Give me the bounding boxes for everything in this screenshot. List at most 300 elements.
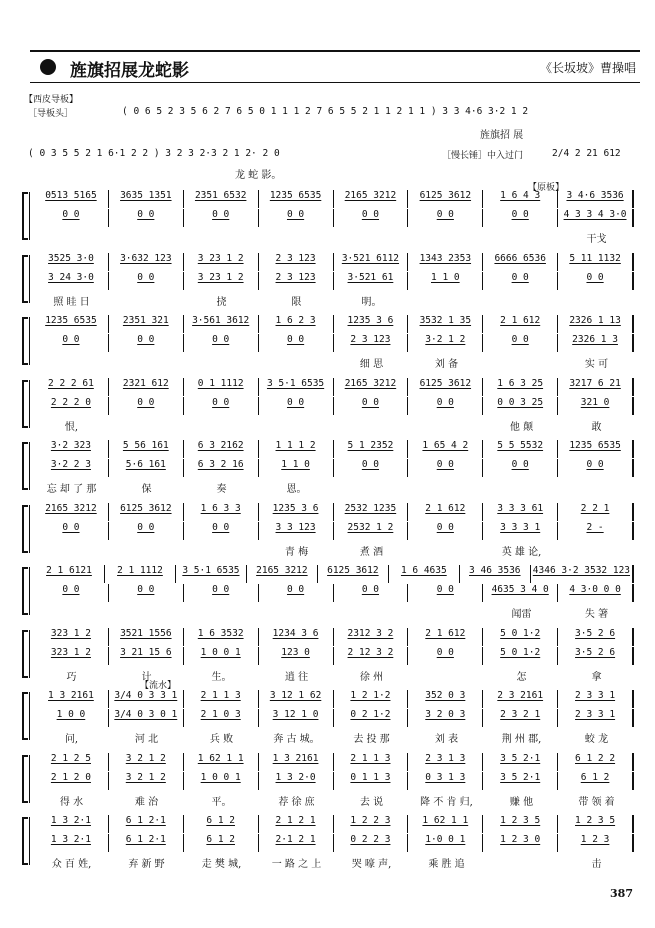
measure [483, 315, 558, 333]
lyric-text: 恩。 [286, 484, 307, 495]
measure-notes: 1 0 0 [56, 709, 86, 720]
lyric-text: 生。 [211, 671, 232, 683]
lyric-text: 蛟 龙 [584, 734, 609, 745]
measure [334, 772, 409, 790]
system-bracket [22, 630, 28, 678]
measure [408, 334, 483, 352]
measure-notes: 1 6 3532 [197, 627, 244, 639]
measure-notes: 0 0 [586, 459, 604, 470]
measure-notes: 3 3 123 [275, 521, 316, 533]
measure-notes: 2326 1 13 [569, 315, 621, 326]
measure [259, 272, 334, 290]
measure [34, 209, 109, 227]
lyric-text [259, 418, 334, 432]
section-tag-liushui: 【流水】 [140, 681, 177, 691]
measure [34, 315, 109, 333]
measure [558, 190, 634, 208]
measure-notes: 352 0 3 [425, 690, 466, 701]
measure-notes: 2 1 612 [425, 627, 466, 639]
measure-notes: 2 3 1 3 [425, 752, 466, 764]
measure-notes: 2 1 1 3 [350, 752, 391, 764]
lyrics-line [34, 355, 634, 369]
measure [408, 503, 483, 521]
measure-notes: 2 3 123 [275, 252, 316, 264]
intro-lyric-2: 龙 蛇 影。 [235, 170, 282, 181]
lyric-text: 闻雷 [511, 609, 532, 620]
lyrics-line [34, 293, 634, 307]
lyric-text: 一 路 之 上 [271, 859, 322, 870]
song-source: 《长坂坡》曹操唱 [539, 61, 636, 75]
staff-upper [34, 253, 634, 269]
measure [408, 440, 483, 458]
measure-notes: 3·2 2 3 [50, 459, 91, 470]
measure [184, 753, 259, 771]
measure [483, 628, 558, 646]
lyric-text: 明。 [361, 296, 382, 308]
measure [259, 190, 334, 208]
measure-notes: 0 2 1·2 [350, 709, 391, 720]
measure-notes: 3217 6 21 [569, 377, 621, 389]
score-system [22, 253, 634, 309]
measure [109, 190, 184, 208]
measure-notes: 0 0 [436, 396, 454, 408]
measure [109, 628, 184, 646]
measure-notes: 5 1 2352 [347, 440, 394, 451]
measure [259, 753, 334, 771]
measure [34, 772, 109, 790]
measure-notes: 2532 1235 [344, 502, 397, 514]
measure-notes: 0 0 [286, 584, 305, 595]
lyric-text [184, 605, 259, 619]
system-bracket-line [29, 317, 30, 365]
measure [408, 834, 483, 852]
measure-notes: 6 1 2 2 [575, 752, 616, 764]
measure-notes: 2351 6532 [194, 190, 247, 201]
measure-notes: 6125 3612 [120, 502, 172, 514]
lyric-text: 带 领 着 [578, 796, 615, 808]
measure [34, 753, 109, 771]
measure [334, 815, 409, 833]
measure [483, 209, 558, 227]
measure-notes: 0 0 [137, 396, 155, 408]
measure [109, 753, 184, 771]
measure [34, 459, 109, 477]
staff-lower [34, 522, 634, 538]
lyric-text: 兵 败 [209, 734, 234, 745]
measure [184, 503, 259, 521]
measure [34, 709, 109, 727]
measure [184, 628, 259, 646]
measure-notes: 3/4 0 3 3 1 [114, 690, 178, 701]
measure-notes: 2 3 123 [275, 271, 316, 283]
measure-notes: 3 2 0 3 [425, 709, 466, 720]
measure [334, 647, 409, 665]
measure-notes: 1343 2353 [419, 252, 472, 264]
lyrics-line [34, 605, 634, 619]
score-system [22, 753, 634, 809]
measure [334, 378, 409, 396]
measure-notes: 2 1 2 5 [50, 752, 91, 764]
measure-notes: 1 6 4635 [400, 565, 447, 576]
measure [259, 584, 334, 602]
measure [483, 253, 558, 271]
measure [334, 459, 409, 477]
measure [184, 190, 259, 208]
measure [408, 397, 483, 415]
intro-line-2 [22, 148, 634, 164]
measure [184, 315, 259, 333]
system-bracket [22, 505, 28, 553]
measure [334, 315, 409, 333]
system-bracket [22, 755, 28, 803]
measure-notes: 3 5·1 6535 [266, 377, 325, 389]
measure-notes: 1 3 2·0 [275, 771, 316, 783]
lyric-text [484, 855, 559, 869]
measure-notes: 3·5 2 6 [575, 646, 616, 658]
lyric-text: 弃 新 野 [128, 859, 165, 870]
measure-notes: 2532 1 2 [347, 521, 394, 533]
measure [34, 503, 109, 521]
measure-notes: 1 2 3 [580, 834, 610, 845]
lyric-text: 河 北 [134, 734, 159, 745]
lyric-text: 英 雄 论, [501, 546, 542, 558]
measure [259, 709, 334, 727]
measure [109, 522, 184, 540]
lyrics-line [34, 543, 634, 557]
measure-notes: 2321 612 [122, 377, 169, 389]
measure [259, 209, 334, 227]
measure-notes: 2 2 1 [580, 502, 610, 514]
measure [176, 565, 247, 583]
measure [109, 647, 184, 665]
measure-notes: 1 62 1 1 [197, 752, 244, 764]
measure-notes: 0 0 [212, 334, 230, 345]
measure [259, 440, 334, 458]
intro-notes-2b: 2/4 2 21 612 [552, 148, 621, 159]
system-bracket [22, 192, 28, 240]
measure [408, 709, 483, 727]
lyric-text: 去 投 那 [353, 734, 390, 745]
lyric-text [409, 543, 484, 557]
measure-notes: 2 1 2 0 [50, 771, 91, 783]
measure-notes: 2312 3 2 [347, 627, 394, 639]
staff-lower [34, 647, 634, 663]
lyric-text: 走 樊 城, [201, 859, 242, 870]
lyric-text: 实 可 [584, 359, 609, 370]
measure-notes: 3 3 3 61 [497, 502, 544, 514]
measure [558, 690, 634, 708]
measure [109, 772, 184, 790]
measure [483, 815, 558, 833]
system-bracket-line [29, 442, 30, 490]
measure [34, 522, 109, 540]
system-bracket-line [29, 692, 30, 740]
measure-notes: 6 1 2·1 [125, 815, 166, 826]
measure [109, 584, 184, 602]
measure [558, 522, 634, 540]
measure [558, 334, 634, 352]
measure [184, 584, 259, 602]
staff-upper [34, 565, 634, 581]
measure-notes: 1 3 2·1 [50, 815, 91, 826]
measure [109, 272, 184, 290]
measure [34, 378, 109, 396]
measure [408, 190, 483, 208]
measure-notes: 1 2 3 5 [500, 815, 541, 826]
lyric-text: 刘 表 [434, 734, 459, 745]
lyric-text [559, 480, 634, 494]
measure-notes: 1 3 2161 [48, 690, 94, 701]
measure [184, 459, 259, 477]
measure [389, 565, 460, 583]
lyric-text: 刘 备 [434, 359, 459, 370]
measure [334, 190, 409, 208]
lyric-text [184, 355, 259, 369]
lyric-text [559, 293, 634, 307]
measure-notes: 0 0 [511, 209, 529, 220]
measure [483, 690, 558, 708]
measure-notes: 0 0 [436, 584, 454, 595]
measure-notes: 6 1 2 [206, 834, 235, 845]
measure [259, 628, 334, 646]
measure-notes: 4 3 3 4 3·0 [563, 209, 627, 220]
measure-notes: 2·1 2 1 [275, 834, 316, 845]
lyric-text: 敢 [591, 421, 602, 433]
system-bracket [22, 317, 28, 365]
staff-upper [34, 315, 634, 331]
lyrics-line [34, 480, 634, 494]
measure [408, 459, 483, 477]
measure-notes: 1 6 2 3 [275, 315, 316, 326]
score-system [22, 628, 634, 684]
lyric-text [334, 230, 409, 244]
measure-notes: 0 0 [212, 209, 230, 220]
lyric-text: 挠 [216, 296, 227, 308]
measure-notes: 1 0 0 1 [200, 771, 241, 783]
measure [109, 315, 184, 333]
measure-notes: 6 1 2 [580, 771, 610, 783]
measure-notes: 6 3 2162 [197, 440, 244, 451]
measure [34, 397, 109, 415]
measure-notes: 1235 6535 [569, 440, 621, 451]
lyric-text: 恨, [64, 421, 79, 433]
measure [34, 190, 109, 208]
system-bracket-line [29, 505, 30, 553]
system-bracket [22, 255, 28, 303]
staff-lower [34, 397, 634, 413]
measure [483, 334, 558, 352]
lyrics-line [34, 730, 634, 744]
measure [558, 253, 634, 271]
measure-notes: 6666 6536 [494, 252, 546, 264]
measure [34, 253, 109, 271]
score-system [22, 378, 634, 434]
score-system [22, 190, 634, 246]
measure [259, 772, 334, 790]
lyric-text: 赚 他 [509, 796, 534, 808]
measure [408, 753, 483, 771]
measure-notes: 3 5 2·1 [500, 771, 541, 783]
lyric-text: 照 眭 日 [53, 296, 90, 308]
lyric-text: 问, [64, 734, 79, 745]
measure-notes: 1 6 3 3 [200, 502, 241, 514]
measure-notes: 3·2 323 [50, 440, 91, 451]
measure [558, 628, 634, 646]
measure-notes: 0 0 [436, 521, 454, 533]
lyric-text: 徐 州 [359, 671, 384, 683]
measure [558, 209, 634, 227]
lyric-text [34, 230, 109, 244]
system-bracket-line [29, 567, 30, 615]
measure-notes: 5 11 1132 [569, 252, 621, 264]
lyric-text: 保 [141, 484, 152, 495]
measure-notes: 2 3 2 1 [500, 709, 541, 720]
measure-notes: 1 0 0 1 [200, 646, 241, 658]
measure-notes: 0 0 3 25 [497, 396, 544, 408]
measure-notes: 3 2 1 2 [125, 771, 166, 783]
measure-notes: 1 1 0 [431, 271, 460, 283]
score-system [22, 690, 634, 746]
lyric-text: 哭 嚎 声, [351, 859, 392, 870]
staff-lower [34, 459, 634, 475]
measure [558, 459, 634, 477]
measure [334, 397, 409, 415]
lyric-text [184, 418, 259, 432]
lyrics-line [34, 668, 634, 682]
measure-notes: 1234 3 6 [272, 627, 319, 639]
measure-notes: 3/4 0 3 0 1 [114, 709, 178, 720]
lyric-text [409, 293, 484, 307]
measure-notes: 3 23 1 2 [197, 271, 244, 283]
measure-notes: 0 0 [511, 271, 529, 283]
measure-notes: 2 2 2 0 [50, 396, 91, 408]
measure-notes: 2 3 2161 [497, 690, 544, 701]
lyric-text [109, 355, 184, 369]
measure-notes: 1 2 1·2 [350, 690, 391, 701]
lyric-text: 细 思 [359, 359, 384, 370]
measure [184, 334, 259, 352]
measure [184, 709, 259, 727]
lyric-text [484, 293, 559, 307]
measure [334, 753, 409, 771]
measure-notes: 5 0 1·2 [500, 646, 541, 658]
measure-notes: 2 1 0 3 [200, 709, 241, 720]
measure-notes: 2165 3212 [344, 190, 397, 201]
measure-notes: 6 1 2·1 [125, 834, 166, 845]
measure [184, 209, 259, 227]
measure [109, 709, 184, 727]
lyric-text [484, 480, 559, 494]
measure-notes: 4346 3·2 3532 123 [532, 565, 631, 576]
measure-notes: 3521 1556 [120, 627, 172, 639]
measure [34, 690, 109, 708]
measure-notes: 3532 1 35 [419, 315, 472, 326]
measure-notes: 3·521 6112 [341, 252, 400, 264]
measure [408, 253, 483, 271]
lyric-text: 忘 却 了 那 [46, 484, 97, 495]
lyric-text [109, 543, 184, 557]
measure-notes: 0 0 [436, 459, 454, 470]
measure [483, 440, 558, 458]
title-bar [30, 50, 640, 83]
measure-notes: 3·561 3612 [192, 315, 250, 326]
measure [34, 647, 109, 665]
measure-notes: 6 1 2 [206, 815, 235, 826]
bullet-icon [40, 59, 56, 75]
measure-notes: 0 1 1 3 [350, 771, 391, 783]
measure [558, 315, 634, 333]
lyrics-line [34, 418, 634, 432]
measure [259, 690, 334, 708]
measure [558, 772, 634, 790]
measure-notes: 3 4·6 3536 [566, 190, 624, 201]
measure-notes: 3635 1351 [120, 190, 172, 201]
measure-notes: 2 1 612 [500, 315, 541, 326]
measure [259, 815, 334, 833]
lyric-text [409, 230, 484, 244]
measure-notes: 2 1 1 3 [200, 690, 241, 701]
lyric-text: 失 箸 [584, 609, 609, 620]
lyric-text [34, 355, 109, 369]
measure [109, 503, 184, 521]
measure-notes: 1 6 4 3 [500, 190, 541, 201]
measure-notes: 1 62 1 1 [422, 815, 469, 826]
measure-notes: 123 0 [281, 646, 310, 658]
lyric-text [109, 230, 184, 244]
measure [334, 272, 409, 290]
measure [259, 647, 334, 665]
measure-notes: 5·6 161 [125, 459, 166, 470]
measure-notes: 1 1 0 [281, 459, 310, 470]
section-tag-xipi-daoban: 【西皮导板】 [24, 95, 79, 105]
measure [184, 272, 259, 290]
measure-notes: 3 2 1 2 [125, 752, 166, 764]
lyric-text [409, 605, 484, 619]
lyric-text [259, 230, 334, 244]
lyric-text: 荐 徐 庶 [278, 796, 315, 808]
measure [483, 834, 558, 852]
measure-notes: 1 1 1 2 [275, 440, 316, 451]
measure [184, 253, 259, 271]
measure [109, 834, 184, 852]
measure [408, 378, 483, 396]
score-system [22, 440, 634, 496]
measure [109, 209, 184, 227]
measure [34, 565, 105, 583]
measure-notes: 0 0 [137, 521, 155, 533]
lyric-text [409, 418, 484, 432]
manchangchui-label: ［慢长锤］中入过门 [442, 151, 524, 161]
score-system [22, 503, 634, 559]
measure [184, 397, 259, 415]
measure-notes: 1 2 2 3 [350, 815, 391, 826]
measure-notes: 3 12 1 0 [272, 709, 319, 720]
measure [334, 584, 409, 602]
measure [109, 459, 184, 477]
system-bracket [22, 380, 28, 428]
lyric-text: 平。 [211, 796, 232, 808]
measure-notes: 1235 6535 [269, 190, 322, 201]
measure-notes: 2 3 123 [350, 334, 391, 345]
measure [184, 815, 259, 833]
measure-notes: 2 3 3 1 [575, 709, 616, 720]
measure [334, 709, 409, 727]
intro-notes-2: ( 0 3 5 5 2 1 6·1 2 2 ) 3 2 3 2·3 2 1 2· 2 0 [28, 148, 280, 159]
lyric-text: 奔 古 城。 [273, 734, 320, 745]
measure-notes: 0 0 [511, 334, 529, 345]
measure-notes: 6125 3612 [419, 190, 472, 201]
lyric-text [334, 480, 409, 494]
